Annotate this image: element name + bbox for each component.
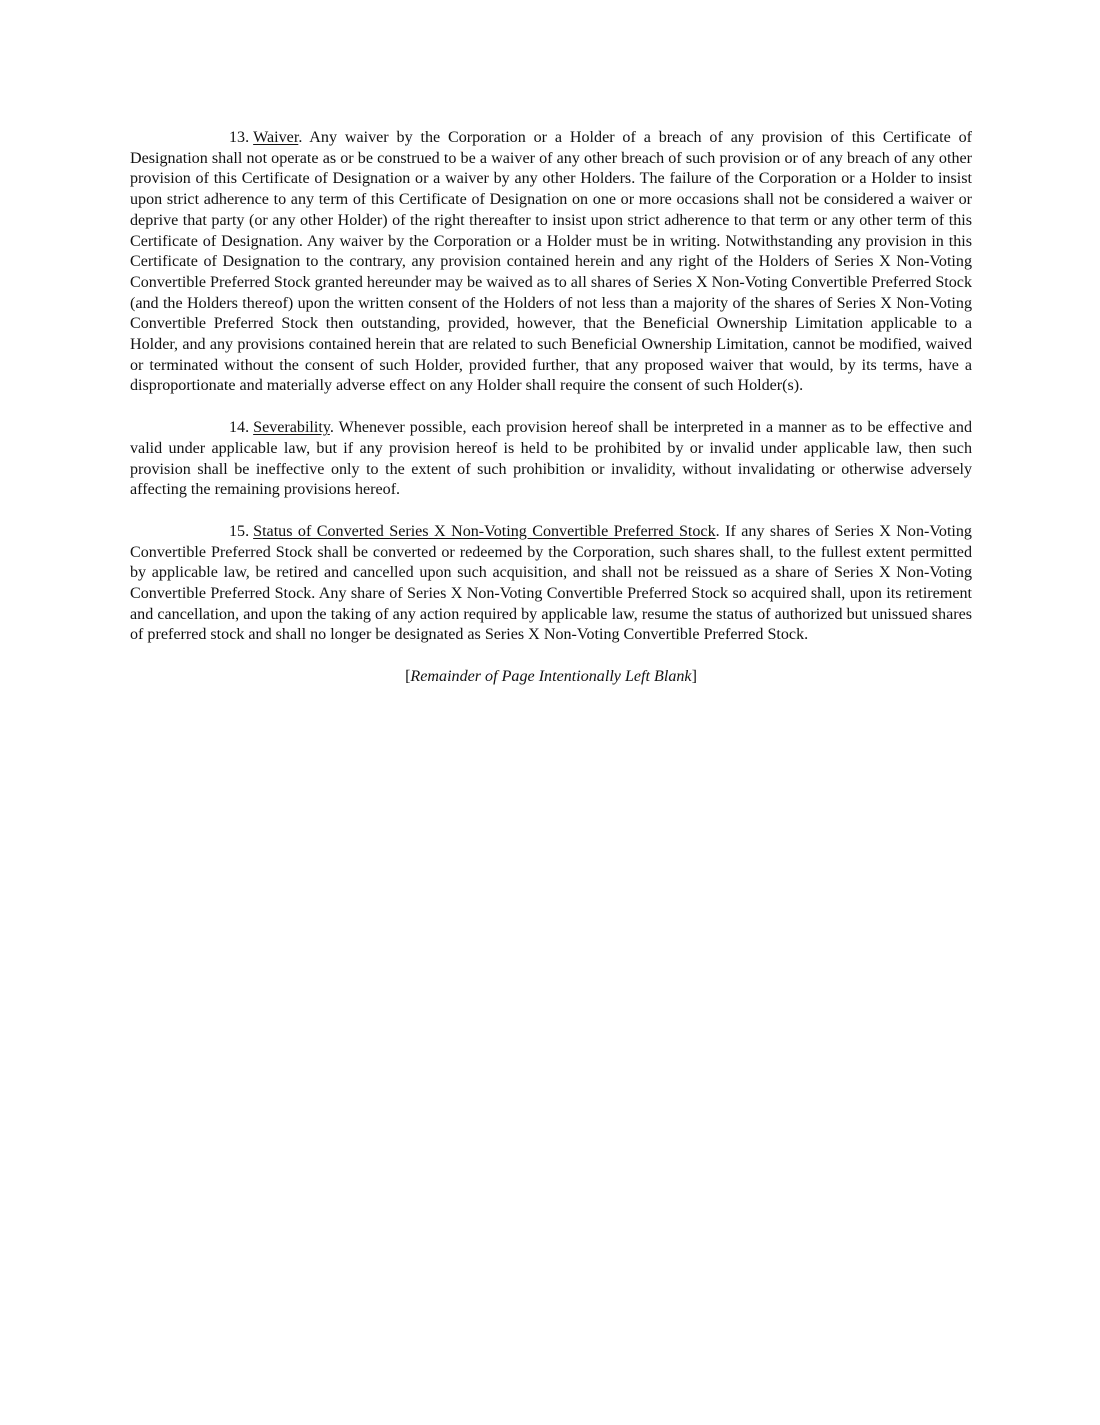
section-body: . Whenever possible, each provision hereof shall be interpreted in a manner as to be effective and valid under applicable law, but if any provision hereof is held to be prohibited by or invalid under applicable law, then such provision shall be ineffective only to the extent of such prohibition or invalidity, without invalidating or otherwise adversely affecting the remaining provisions hereof. xyxy=(130,419,972,499)
remainder-text: Remainder of Page Intentionally Left Blank xyxy=(410,668,692,686)
remainder-blank-notice xyxy=(130,667,972,688)
section-number: 13. xyxy=(229,129,250,146)
section-number: 14. xyxy=(229,419,250,437)
section-14-severability xyxy=(130,418,972,501)
section-number: 15. xyxy=(229,522,250,540)
document-page xyxy=(130,128,972,704)
section-body: . If any shares of Series X Non-Voting Convertible Preferred Stock shall be converted or redeemed by the Corporation, such shares shall, to the fullest extent permitted by applicable law, be retired and cancelled upon such acquisition, and shall not be reissued as a share of Series X Non-Voting Convertible Preferred Stock. Any share of Series X Non-Voting Convertible Preferred Stock so acquired shall, upon its retirement and cancellation, and upon the taking of any action required by applicable law, resume the status of authorized but unissued shares of preferred stock and shall no longer be designated as Series X Non-Voting Convertible Preferred Stock. xyxy=(130,522,972,644)
section-body: . Any waiver by the Corporation or a Holder of a breach of any provision of this Certificate of Designation shall not operate as or be construed to be a waiver of any other breach of such provision or of any breach of any other provision of this Certificate of Designation or a waiver by any other Holders. The failure of the Corporation or a Holder to insist upon strict adherence to any term of this Certificate of Designation on one or more occasions shall not be considered a waiver or deprive that party (or any other Holder) of the right thereafter to insist upon strict adherence to that term or any other term of this Certificate of Designation. Any waiver by the Corporation or a Holder must be in writing. Notwithstanding any provision in this Certificate of Designation to the contrary, any provision contained herein and any right of the Holders of Series X Non-Voting Convertible Preferred Stock granted hereunder may be waived as to all shares of Series X Non-Voting Convertible Preferred Stock (and the Holders thereof) upon the written consent of the Holders of not less than a majority of the shares of Series X Non-Voting Convertible Preferred Stock then outstanding, provided, however, that the Beneficial Ownership Limitation applicable to a Holder, and any provisions contained herein that are related to such Beneficial Ownership Limitation, cannot be modified, waived or terminated without the consent of such Holder, provided further, that any proposed waiver that would, by its terms, have a disproportionate and materially adverse effect on any Holder shall require the consent of such Holder(s). xyxy=(130,129,972,395)
section-title: Status of Converted Series X Non-Voting Convertible Preferred Stock xyxy=(253,522,716,540)
section-title: Waiver xyxy=(253,129,299,146)
section-title: Severability xyxy=(253,419,330,437)
open-bracket: [ xyxy=(405,668,411,686)
section-15-status-of-converted-stock xyxy=(130,522,972,646)
close-bracket: ] xyxy=(691,668,697,686)
section-13-waiver xyxy=(130,128,972,397)
